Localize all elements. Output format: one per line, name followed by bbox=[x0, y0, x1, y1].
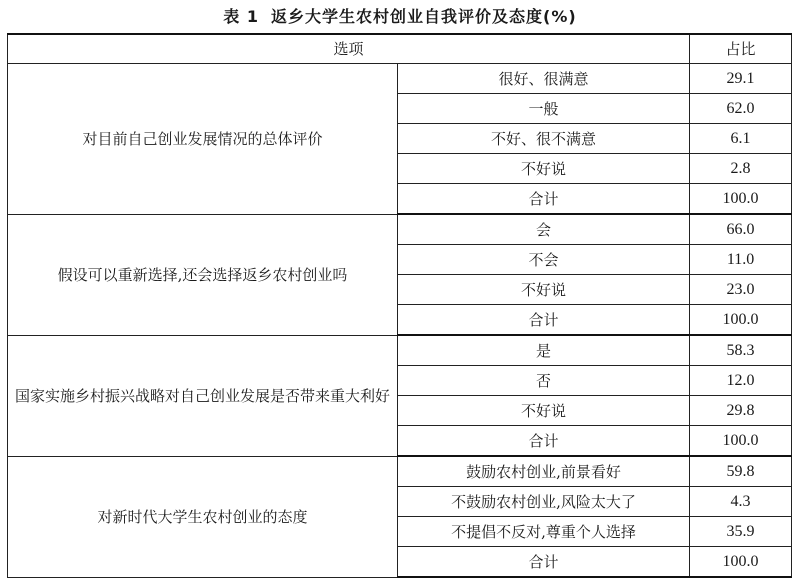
option-cell: 会 bbox=[398, 214, 690, 245]
value-cell: 4.3 bbox=[690, 487, 792, 517]
total-label-cell: 合计 bbox=[398, 184, 690, 215]
total-label-cell: 合计 bbox=[398, 547, 690, 578]
value-cell: 29.1 bbox=[690, 64, 792, 94]
option-cell: 不会 bbox=[398, 245, 690, 275]
value-cell: 58.3 bbox=[690, 335, 792, 366]
option-cell: 不好说 bbox=[398, 396, 690, 426]
total-label-cell: 合计 bbox=[398, 426, 690, 457]
table-number: 表 1 bbox=[223, 7, 260, 26]
option-cell: 是 bbox=[398, 335, 690, 366]
value-cell: 6.1 bbox=[690, 124, 792, 154]
value-cell: 35.9 bbox=[690, 517, 792, 547]
table-row bbox=[8, 335, 792, 366]
table-caption bbox=[0, 4, 800, 30]
header-share: 占比 bbox=[690, 34, 792, 64]
total-value-cell: 100.0 bbox=[690, 426, 792, 457]
option-cell: 不好、很不满意 bbox=[398, 124, 690, 154]
value-cell: 29.8 bbox=[690, 396, 792, 426]
table-title: 返乡大学生农村创业自我评价及态度(%) bbox=[271, 7, 577, 26]
option-cell: 不提倡不反对,尊重个人选择 bbox=[398, 517, 690, 547]
option-cell: 不鼓励农村创业,风险太大了 bbox=[398, 487, 690, 517]
total-label-cell: 合计 bbox=[398, 305, 690, 336]
question-cell: 对目前自己创业发展情况的总体评价 bbox=[8, 64, 398, 215]
table-row bbox=[8, 214, 792, 245]
value-cell: 2.8 bbox=[690, 154, 792, 184]
option-cell: 否 bbox=[398, 366, 690, 396]
total-value-cell: 100.0 bbox=[690, 547, 792, 578]
header-option: 选项 bbox=[8, 34, 690, 64]
option-cell: 很好、很满意 bbox=[398, 64, 690, 94]
value-cell: 66.0 bbox=[690, 214, 792, 245]
table-row bbox=[8, 64, 792, 94]
question-cell: 假设可以重新选择,还会选择返乡农村创业吗 bbox=[8, 214, 398, 335]
option-cell: 鼓励农村创业,前景看好 bbox=[398, 456, 690, 487]
option-cell: 一般 bbox=[398, 94, 690, 124]
survey-table bbox=[7, 33, 792, 578]
value-cell: 62.0 bbox=[690, 94, 792, 124]
total-value-cell: 100.0 bbox=[690, 184, 792, 215]
value-cell: 23.0 bbox=[690, 275, 792, 305]
value-cell: 11.0 bbox=[690, 245, 792, 275]
value-cell: 59.8 bbox=[690, 456, 792, 487]
total-value-cell: 100.0 bbox=[690, 305, 792, 336]
value-cell: 12.0 bbox=[690, 366, 792, 396]
question-cell: 对新时代大学生农村创业的态度 bbox=[8, 456, 398, 577]
option-cell: 不好说 bbox=[398, 275, 690, 305]
table-row bbox=[8, 456, 792, 487]
option-cell: 不好说 bbox=[398, 154, 690, 184]
question-cell: 国家实施乡村振兴战略对自己创业发展是否带来重大利好 bbox=[8, 335, 398, 456]
